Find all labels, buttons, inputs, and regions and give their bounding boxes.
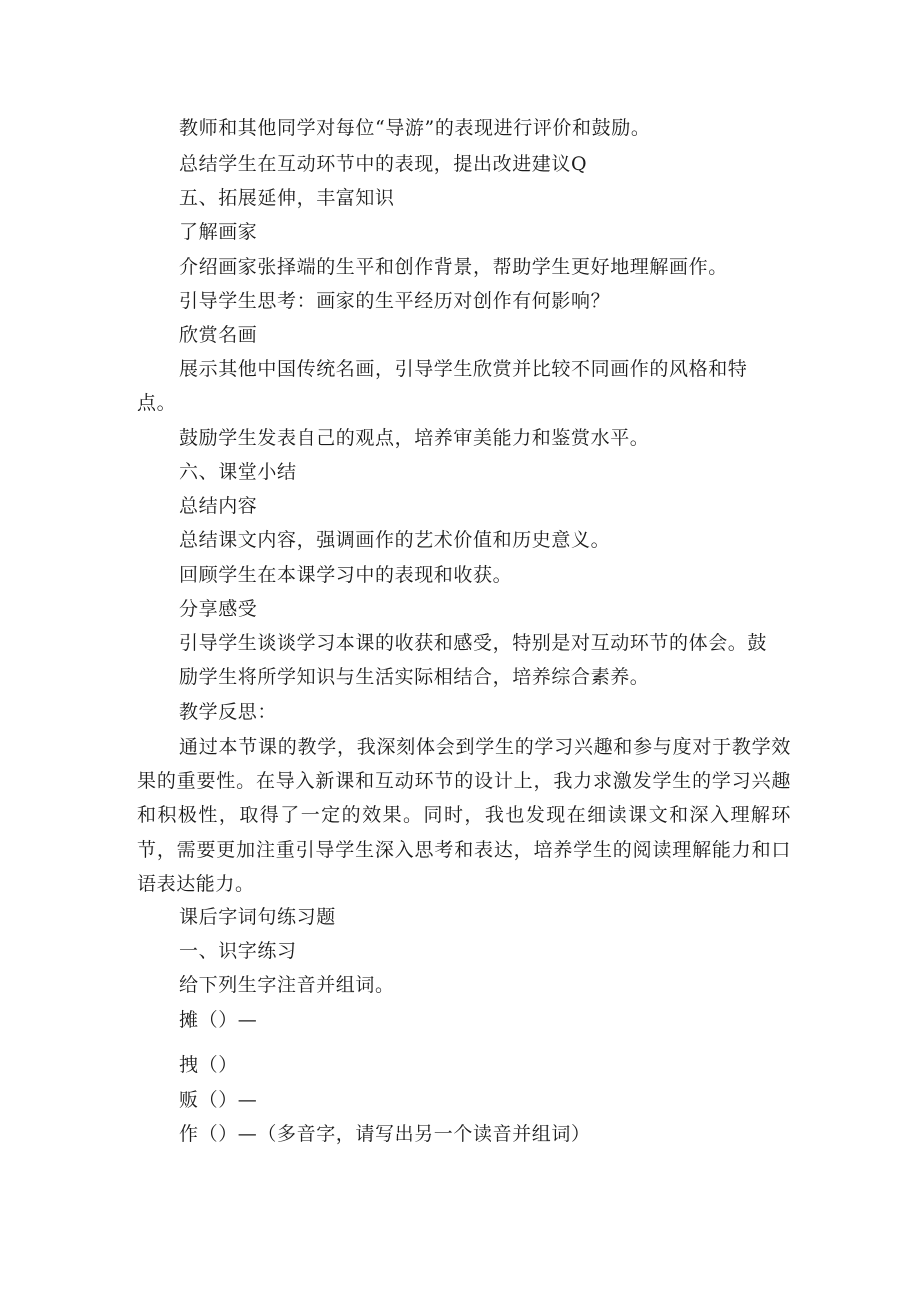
text-line: 总结课文内容，强调画作的艺术价值和历史意义。 [179, 529, 611, 551]
text-line: 总结学生在互动环节中的表现，提出改进建议Q [179, 153, 588, 175]
subheading: 分享感受 [179, 598, 258, 620]
section-heading: 五、拓展延伸，丰富知识 [179, 187, 395, 209]
section-heading: 一、识字练习 [179, 940, 297, 962]
exercise-title: 课后字词句练习题 [179, 906, 336, 928]
section-heading: 教学反思： [179, 701, 278, 723]
text-line: 鼓励学生发表自己的观点，培养审美能力和鉴赏水平。 [179, 427, 650, 449]
subheading: 了解画家 [179, 221, 258, 243]
text-line: 引导学生思考：画家的生平经历对创作有何影响？ [179, 290, 611, 312]
subheading: 总结内容 [179, 495, 258, 517]
text-line: 点。 [137, 392, 177, 414]
text-line: 回顾学生在本课学习中的表现和收获。 [179, 564, 513, 586]
text-line: 励学生将所学知识与生活实际相结合，培养综合素养。 [179, 666, 650, 688]
exercise-item: 摊（）— [179, 1009, 258, 1031]
text-line: 展示其他中国传统名画，引导学生欣赏并比较不同画作的风格和特 [179, 358, 748, 380]
text-line: 引导学生谈谈学习本课的收获和感受，特别是对互动环节的体会。鼓 [179, 632, 768, 654]
section-heading: 六、课堂小结 [179, 461, 297, 483]
exercise-item: 作（）—（多音字，请写出另一个读音并组词） [179, 1123, 591, 1145]
text-line: 介绍画家张择端的生平和创作背景，帮助学生更好地理解画作。 [179, 256, 728, 278]
text-line: 教师和其他同学对每位“导游”的表现进行评价和鼓励。 [179, 117, 651, 139]
reflection-paragraph: 通过本节课的教学，我深刻体会到学生的学习兴趣和参与度对于教学效果的重要性。在导入新课和互动环节的设计上，我力求激发学生的学习兴趣和积极性，取得了一定的效果。同时，我也发现在细读课文和深入理解环节，需要更加注重引导学生深入思考和表达，培养学生的阅读理解能力和口语表达能力。 [137, 736, 791, 895]
exercise-item: 贩（）— [179, 1089, 258, 1111]
subheading: 欣赏名画 [179, 324, 258, 346]
exercise-item: 拽（） [179, 1054, 238, 1076]
exercise-instruction: 给下列生字注音并组词。 [179, 974, 395, 996]
